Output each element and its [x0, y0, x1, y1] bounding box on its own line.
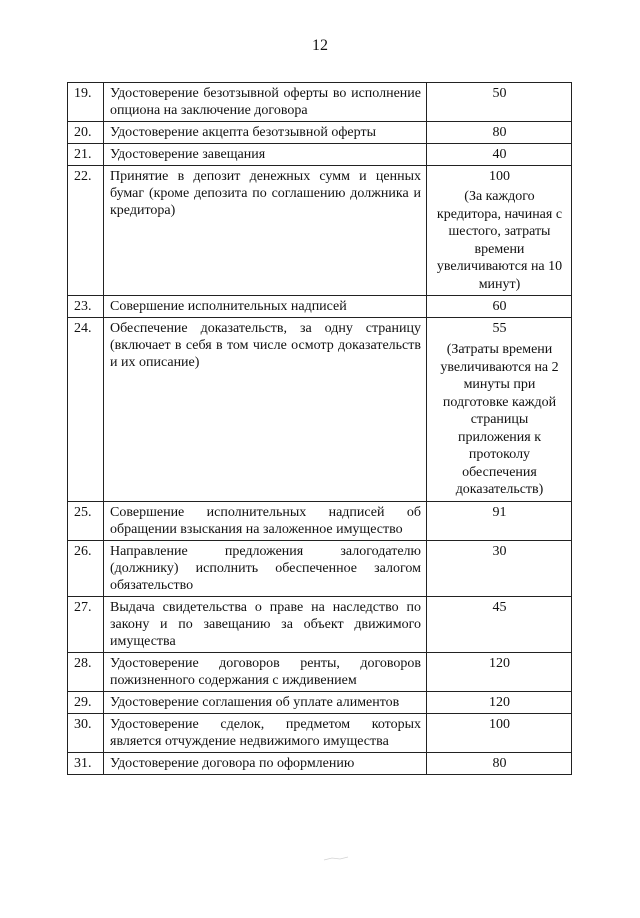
row-number: 21. — [68, 144, 104, 166]
row-description: Совершение исполнительных надписей об обращении взыскания на заложенное имущество — [104, 501, 427, 540]
table-row — [68, 122, 572, 144]
table-row — [68, 752, 572, 774]
row-value-cell — [427, 596, 572, 652]
row-description: Удостоверение завещания — [104, 144, 427, 166]
row-number: 30. — [68, 713, 104, 752]
row-value-cell — [427, 713, 572, 752]
table-row — [68, 166, 572, 296]
row-number: 29. — [68, 691, 104, 713]
table-row — [68, 691, 572, 713]
table-row — [68, 713, 572, 752]
row-value: 60 — [492, 299, 507, 314]
row-description: Удостоверение соглашения об уплате алиментов — [104, 691, 427, 713]
row-description: Удостоверение акцепта безотзывной оферты — [104, 122, 427, 144]
row-description: Совершение исполнительных надписей — [104, 296, 427, 318]
row-value-cell — [427, 166, 572, 296]
row-value-cell — [427, 691, 572, 713]
row-value: 50 — [492, 86, 507, 101]
row-number: 31. — [68, 752, 104, 774]
row-value: 45 — [492, 599, 507, 615]
table-body — [68, 83, 572, 775]
row-number: 25. — [68, 501, 104, 540]
table-row — [68, 296, 572, 318]
row-value: 100 — [489, 169, 510, 184]
row-number: 26. — [68, 540, 104, 596]
row-number: 22. — [68, 166, 104, 296]
row-number: 20. — [68, 122, 104, 144]
table-row — [68, 83, 572, 122]
row-value: 55 — [492, 321, 507, 336]
row-description: Удостоверение сделок, предметом которых является отчуждение недвижимого имущества — [104, 713, 427, 752]
table-row — [68, 144, 572, 166]
page-number: 12 — [312, 37, 328, 54]
row-number: 28. — [68, 652, 104, 691]
table-row — [68, 540, 572, 596]
row-value-cell — [427, 318, 572, 502]
row-description: Выдача свидетельства о праве на наследство по закону и по завещанию за объект движимого имущества — [104, 596, 427, 652]
row-description: Удостоверение договоров ренты, договоров пожизненного содержания с иждивением — [104, 652, 427, 691]
row-value: 40 — [492, 147, 507, 162]
scan-speck-mark — [322, 852, 350, 864]
row-number: 23. — [68, 296, 104, 318]
row-value: 120 — [489, 655, 510, 671]
row-value: 80 — [492, 125, 507, 140]
row-value-note: (Затраты времени увеличиваются на 2 минуты при подготовке каждой страницы приложения к протоколу обеспечения доказательств) — [440, 342, 559, 497]
row-value-cell — [427, 144, 572, 166]
row-description: Обеспечение доказательств, за одну страницу (включает в себя в том числе осмотр доказательств и их описание) — [104, 318, 427, 502]
row-value-cell — [427, 501, 572, 540]
table-row — [68, 596, 572, 652]
row-value-cell — [427, 83, 572, 122]
row-value: 80 — [492, 755, 507, 771]
row-description: Удостоверение безотзывной оферты во исполнение опциона на заключение договора — [104, 83, 427, 122]
row-value: 91 — [492, 504, 507, 520]
row-value: 100 — [489, 716, 510, 732]
row-description: Удостоверение договора по оформлению — [104, 752, 427, 774]
row-number: 27. — [68, 596, 104, 652]
row-description: Принятие в депозит денежных сумм и ценных бумаг (кроме депозита по соглашению должника и кредитора) — [104, 166, 427, 296]
row-description: Направление предложения залогодателю (должнику) исполнить обеспеченное залогом обязательство — [104, 540, 427, 596]
row-value-cell — [427, 752, 572, 774]
row-value: 120 — [489, 694, 510, 710]
row-number: 24. — [68, 318, 104, 502]
table-row — [68, 501, 572, 540]
row-number: 19. — [68, 83, 104, 122]
row-value-cell — [427, 296, 572, 318]
table-row — [68, 318, 572, 502]
row-value: 30 — [492, 543, 507, 559]
table-row — [68, 652, 572, 691]
notary-actions-table — [67, 82, 572, 775]
row-value-cell — [427, 540, 572, 596]
row-value-cell — [427, 652, 572, 691]
row-value-note: (За каждого кредитора, начиная с шестого, затраты времени увеличиваются на 10 минут) — [436, 189, 563, 292]
row-value-cell — [427, 122, 572, 144]
